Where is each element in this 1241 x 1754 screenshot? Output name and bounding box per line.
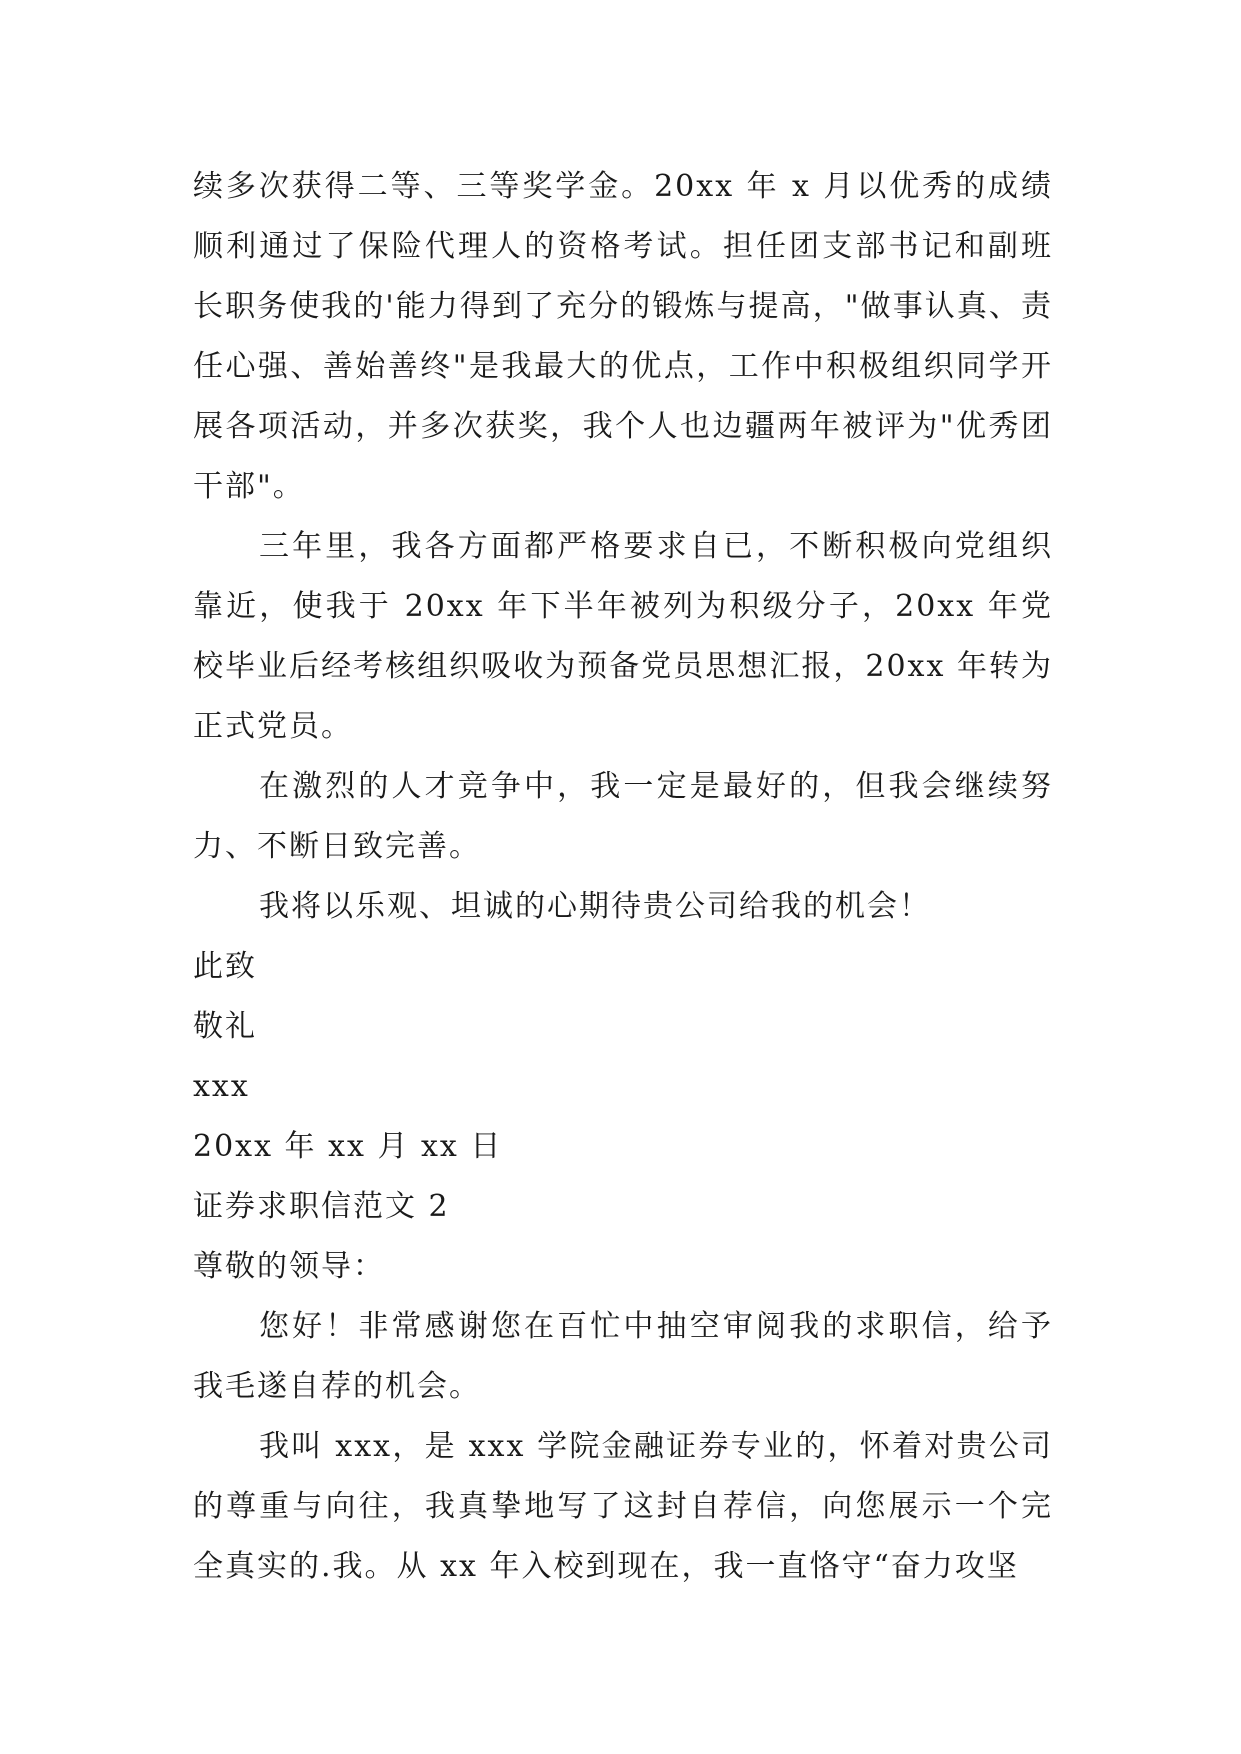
letter-greeting: 尊敬的领导：: [193, 1249, 385, 1284]
document-body: [193, 157, 1053, 1597]
closing-salutation: 此致: [193, 949, 257, 984]
section-title: 证券求职信范文 2: [193, 1189, 450, 1224]
paragraph-introduction: 我叫 xxx，是 xxx 学院金融证券专业的，怀着对贵公司的尊重与向往，我真挚地写了这封自荐信，向您展示一个完全真实的.我。从 xx 年入校到现在，我一直恪守“奋力攻坚: [193, 1429, 1053, 1584]
signature-date: 20xx 年 xx 月 xx 日: [193, 1129, 503, 1164]
closing-regards: 敬礼: [193, 1009, 257, 1044]
paragraph-expectation: 我将以乐观、坦诚的心期待贵公司给我的机会！: [259, 889, 931, 924]
paragraph-thanks: 您好！非常感谢您在百忙中抽空审阅我的求职信，给予我毛遂自荐的机会。: [193, 1309, 1053, 1404]
paragraph-continuation: 续多次获得二等、三等奖学金。20xx 年 x 月以优秀的成绩顺利通过了保险代理人的资格考试。担任团支部书记和副班长职务使我的'能力得到了充分的锻炼与提高，"做事认真、责任心强、善始善终"是我最大的优点，工作中积极组织同学开展各项活动，并多次获奖，我个人也边疆两年被评为"优秀团干部"。: [193, 169, 1053, 504]
paragraph-competition: 在激烈的人才竞争中，我一定是最好的，但我会继续努力、不断日致完善。: [193, 769, 1053, 864]
paragraph-party-membership: 三年里，我各方面都严格要求自已，不断积极向党组织靠近，使我于 20xx 年下半年被列为积级分子，20xx 年党校毕业后经考核组织吸收为预备党员思想汇报，20xx 年转为正式党员。: [193, 529, 1053, 744]
signature-name: xxx: [193, 1069, 250, 1104]
